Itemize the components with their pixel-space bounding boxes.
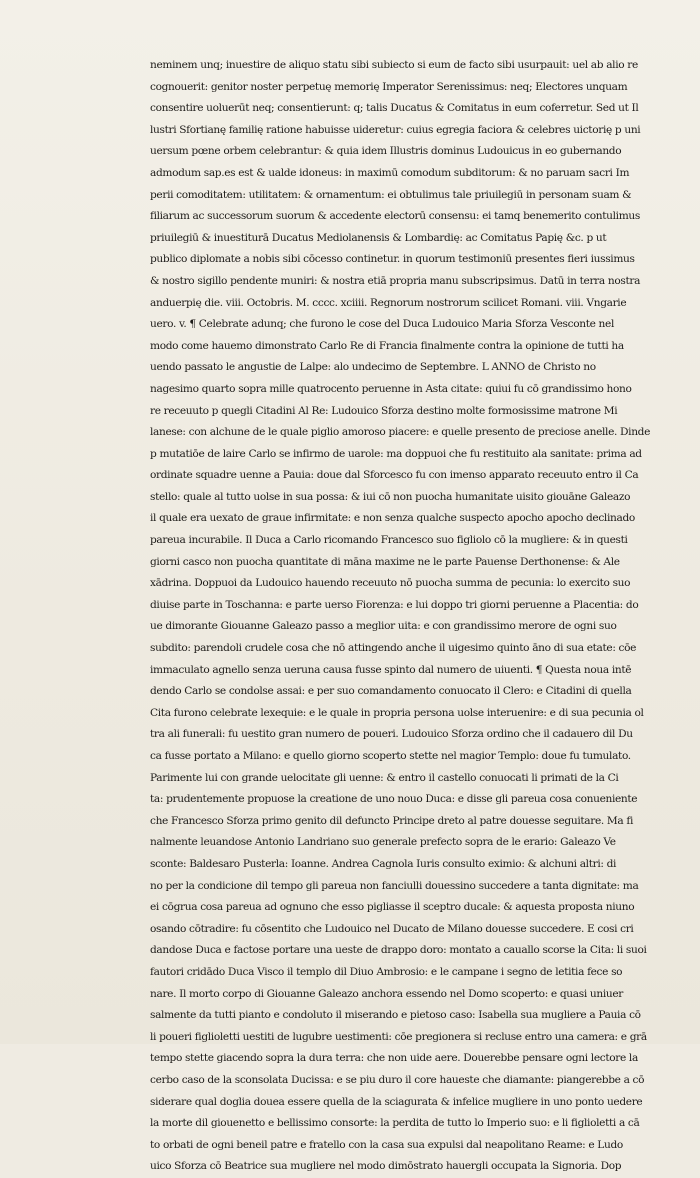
text-line: neminem unq; inuestire de aliquo statu sibi subiecto si eum de facto sibi usurpauit: uel ab alio re — [150, 59, 638, 71]
text-line: Cita furono celebrate lexequie: e le quale in propria persona uolse interuenire: e di sua pecunia ol — [150, 706, 644, 719]
text-line: siderare qual doglia douea essere quella de la sciagurata & infelice mugliere in uno ponto uedere — [150, 1095, 643, 1108]
text-line: publico diplomate a nobis sibi cōcesso continetur. in quorum testimoniū presentes fieri iussimus — [150, 253, 635, 266]
text-line: osando cōtradire: fu cōsentito che Ludouico nel Ducato de Milano douesse succedere. E cosi cri — [150, 922, 634, 935]
text-line: cognouerit: genitor noster perpetuę memorię Imperator Serenissimus: neq; Electores unquam — [150, 80, 628, 93]
text-block — [150, 55, 650, 1178]
text-line: modo come hauemo dimonstrato Carlo Re di Francia finalmente contra la opinione de tutti ha — [150, 339, 624, 352]
text-line: cerbo caso de la sconsolata Ducissa: e se piu duro il core haueste che diamante: piangerebbe a cō — [150, 1073, 645, 1086]
text-line: filiarum ac successorum suorum & accedente electorū consensu: ei tamq benemerito contulimus — [150, 210, 640, 223]
text-line: ordinate squadre uenne a Pauia: doue dal Sforcesco fu con imenso apparato receuuto entro il Ca — [150, 469, 639, 482]
text-line: ue dimorante Giouanne Galeazo passo a meglior uita: e con grandissimo merore de ogni suo — [150, 620, 617, 633]
text-line: nagesimo quarto sopra mille quatrocento peruenne in Asta citate: quiui fu cō grandissimo hono — [150, 382, 632, 395]
text-line: giorni casco non puocha quantitate di māna maxime ne le parte Pauense Derthonense: & Ale — [150, 555, 620, 568]
text-line: re receuuto p quegli Citadini Al Re: Ludouico Sforza destino molte formosissime matrone Mi — [150, 404, 618, 417]
text-line: subdito: parendoli crudele cosa che nō attingendo anche il uigesimo quinto āno di sua etate: cōe — [150, 642, 637, 655]
text-line: tempo stette giacendo sopra la dura terra: che non uide aere. Douerebbe pensare ogni lectore la — [150, 1052, 638, 1065]
text-line: uico Sforza cō Beatrice sua mugliere nel modo dimōstrato hauergli occupata la Signoria. Dop — [150, 1160, 622, 1173]
text-line: tra ali funerali: fu uestito gran numero de poueri. Ludouico Sforza ordino che il cadauero dil Du — [150, 728, 633, 741]
text-line: perii comoditatem: utilitatem: & ornamentum: ei obtulimus tale priuilegiū in personam suam & — [150, 188, 632, 201]
text-line: stello: quale al tutto uolse in sua possa: & iui cō non puocha humanitate uisito giouāne Galeazo — [150, 490, 631, 503]
text-line: no per la condicione dil tempo gli pareua non fanciulli douessino succedere a tanta dignitate: ma — [150, 879, 639, 892]
text-line: ei cōgrua cosa pareua ad ognuno che esso pigliasse il sceptro ducale: & aquesta proposta niuno — [150, 901, 635, 914]
text-line: immaculato agnello senza ueruna causa fusse spinto dal numero de uiuenti. ¶ Questa noua intē — [150, 663, 632, 676]
text-line: admodum sap.es est & ualde idoneus: in maximū comodum subditorum: & no paruam sacri Im — [150, 166, 630, 179]
text-line: pareua incurabile. Il Duca a Carlo ricomando Francesco suo figliolo cō la mugliere: & in questi — [150, 534, 628, 547]
text-line: il quale era uexato de graue infirmitate: e non senza qualche suspecto apocho apocho declinado — [150, 512, 635, 525]
text-line: dendo Carlo se condolse assai: e per suo comandamento conuocato il Clero: e Citadini di quella — [150, 685, 632, 698]
text-line: li poueri figlioletti uestiti de lugubre uestimenti: cōe pregionera si recluse entro una camera: e grā — [150, 1030, 647, 1043]
text-line: uendo passato le angustie de Lalpe: alo undecimo de Septembre. L ANNO de Christo no — [150, 361, 596, 374]
text-line: Parimente lui con grande uelocitate gli uenne: & entro il castello conuocati li primati de la Ci — [150, 771, 619, 784]
text-line: anduerpię die. viii. Octobris. M. cccc. xciiii. Regnorum nostrorum scilicet Romani. viii. Vngarie — [150, 296, 627, 309]
text-line: fautori cridādo Duca Visco il templo dil Diuo Ambrosio: e le campane i segno de letitia fece so — [150, 965, 623, 978]
text-line: ta: prudentemente propuose la creatione de uno nouo Duca: e disse gli pareua cosa conueniente — [150, 793, 638, 806]
text-line: la morte dil giouenetto e bellissimo consorte: la perdita de tutto lo Imperio suo: e li figlioletti a cā — [150, 1117, 640, 1130]
text-line: & nostro sigillo pendente muniri: & nostra etiā propria manu subscripsimus. Datū in terra nostra — [150, 274, 641, 287]
text-line: dandose Duca e factose portare una ueste de drappo doro: montato a cauallo scorse la Cita: li suoi — [150, 944, 647, 957]
text-line: uersum pœne orbem celebrantur: & quia idem Illustris dominus Ludouicus in eo gubernando — [150, 145, 622, 158]
text-line: priuilegiū & inuestiturā Ducatus Mediolanensis & Lombardię: ac Comitatus Papię &c. p ut — [150, 231, 607, 244]
text-line: consentire uoluerūt neq; consentierunt: q; talis Ducatus & Comitatus in eum coferretur. Sed ut Il — [150, 102, 639, 115]
text-line: sconte: Baldesaro Pusterla: Ioanne. Andrea Cagnola Iuris consulto eximio: & alchuni altri: di — [150, 857, 617, 870]
text-line: to orbati de ogni beneil patre e fratello con la casa sua expulsi dal neapolitano Reame: e Ludo — [150, 1138, 623, 1151]
text-line: ca fusse portato a Milano: e quello giorno scoperto stette nel magior Templo: doue fu tumulato. — [150, 750, 631, 762]
text-line: diuise parte in Toschanna: e parte uerso Fiorenza: e lui doppo tri giorni peruenne a Placentia: do — [150, 598, 639, 611]
text-line: xādrina. Doppuoi da Ludouico hauendo receuuto nō puocha summa de pecunia: lo exercito suo — [150, 577, 631, 590]
text-line: nalmente leuandose Antonio Landriano suo generale prefecto sopra de le erario: Galeazo Ve — [150, 836, 616, 849]
text-line: lanese: con alchune de le quale piglio amoroso piacere: e quelle presento de preciose anelle. Dinde — [150, 426, 650, 439]
text-line: lustri Sfortianę familię ratione habuisse uideretur: cuius egregia faciora & celebres uictorię p uni — [150, 123, 641, 136]
text-line: p mutatiōe de laire Carlo se infirmo de uarole: ma doppuoi che fu restituito ala sanitate: prima ad — [150, 447, 642, 460]
text-line: uero. v. ¶ Celebrate adunq; che furono le cose del Duca Ludouico Maria Sforza Vesconte nel — [150, 318, 614, 331]
text-line: nare. Il morto corpo di Giouanne Galeazo anchora essendo nel Domo scoperto: e quasi uniuer — [150, 987, 623, 1000]
text-line: che Francesco Sforza primo genito dil defuncto Principe dreto al patre douesse seguitare. Ma fi — [150, 814, 633, 827]
text-line: salmente da tutti pianto e condoluto il miserando e pietoso caso: Isabella sua mugliere a Pauia cō — [150, 1009, 641, 1022]
